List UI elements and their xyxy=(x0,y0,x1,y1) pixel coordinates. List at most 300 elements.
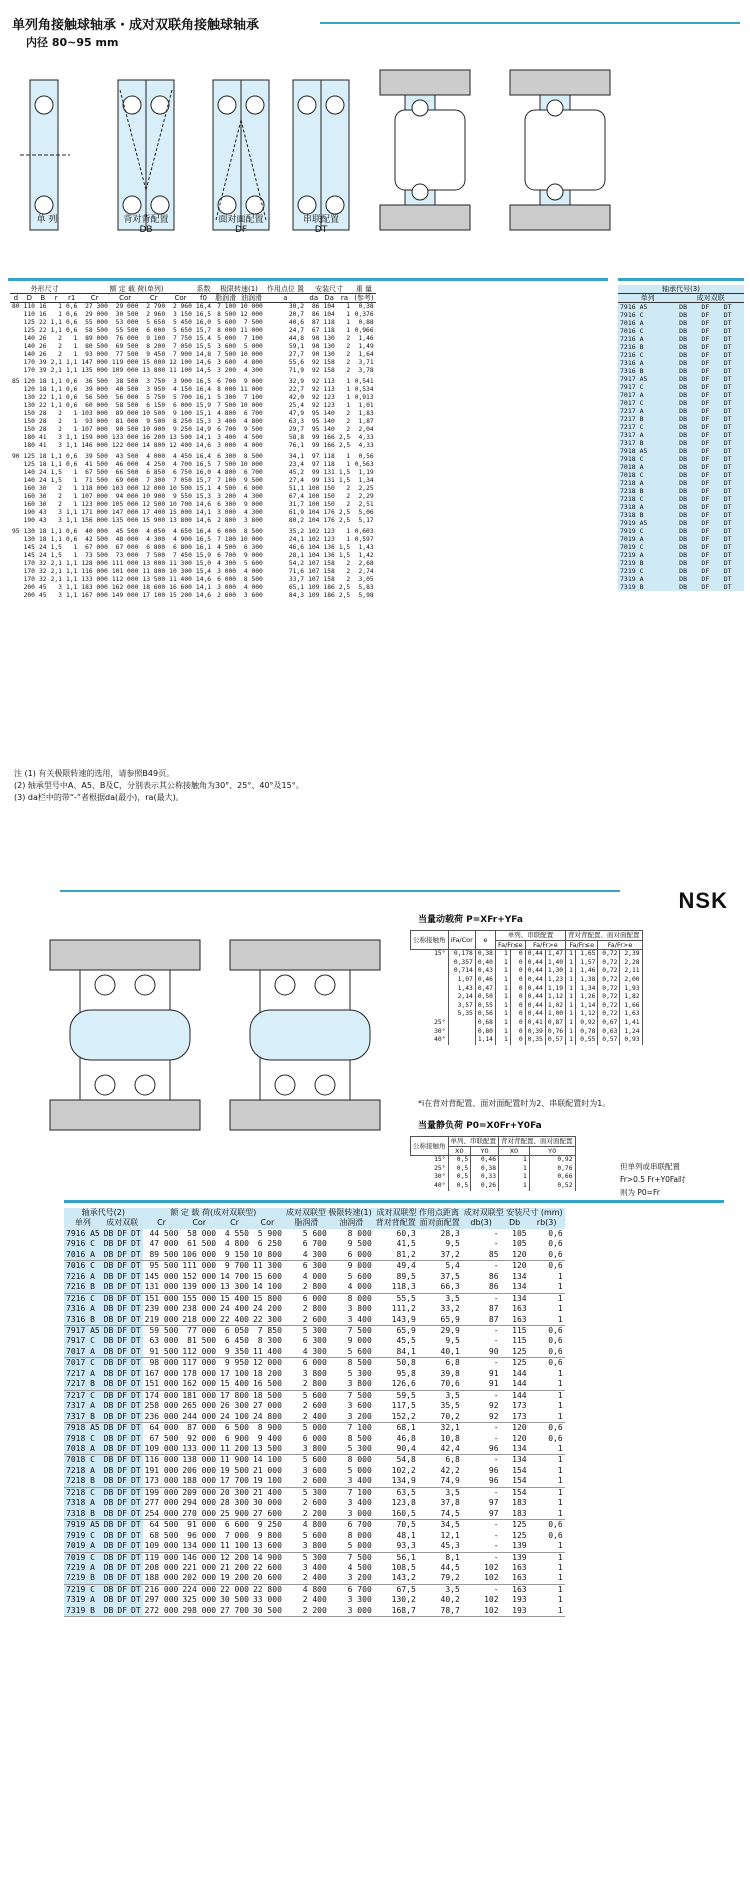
cell: 2 xyxy=(58,410,62,417)
cell: 14,1 xyxy=(195,509,212,516)
cell: 131 xyxy=(323,477,335,484)
cell: 7217 C xyxy=(620,423,644,431)
cell: 32,9 xyxy=(288,378,305,385)
table-row xyxy=(64,1390,565,1401)
cell: DF xyxy=(701,303,710,311)
dynamic-row xyxy=(411,1028,643,1037)
cell: 8 300 xyxy=(257,1336,282,1346)
cell: 236 000 xyxy=(144,1411,179,1421)
cell: 0,603 xyxy=(354,528,374,535)
cell: DF xyxy=(701,447,710,455)
cell: 3 xyxy=(58,509,62,516)
cell: 15,9 xyxy=(195,402,212,409)
table-row xyxy=(64,1336,565,1346)
cell: 90 500 xyxy=(115,426,139,433)
cell: 5 000 xyxy=(217,335,237,342)
cell: DT xyxy=(723,559,732,567)
cell: 86 xyxy=(488,1271,499,1281)
cell: 95 xyxy=(311,426,320,433)
cell: 20,7 xyxy=(288,311,305,318)
table-row xyxy=(64,1358,565,1369)
cell: 7017 A xyxy=(64,1347,102,1358)
cell: 63,5 xyxy=(396,1487,416,1497)
cell: 6 300 xyxy=(302,1261,327,1271)
cell: 1,5 xyxy=(338,469,351,476)
cell: 0,6 xyxy=(548,1239,563,1249)
cell: 238 000 xyxy=(182,1304,217,1314)
cell: 130 xyxy=(323,335,335,342)
cell: 4 800 xyxy=(217,410,237,417)
cell: DF xyxy=(701,511,710,519)
designation-row xyxy=(618,559,744,567)
cell: 170 xyxy=(23,367,35,374)
cell: 0,26 xyxy=(471,1182,499,1191)
cell xyxy=(411,985,449,994)
cell: 130 xyxy=(323,343,335,350)
table-row xyxy=(64,1412,565,1423)
cell: 1 xyxy=(499,1165,530,1174)
cell: 1 xyxy=(529,1315,565,1326)
cell: 10 700 xyxy=(169,501,192,508)
cell: 9 150 xyxy=(218,1250,251,1261)
cell: DF xyxy=(117,1314,127,1324)
cell: 166 xyxy=(323,434,335,441)
cell: DB xyxy=(679,487,687,495)
cell: 14,6 xyxy=(195,501,212,508)
cell: 3,57 xyxy=(448,1002,475,1011)
cell: DT xyxy=(723,487,732,495)
cell: 144 xyxy=(512,1368,527,1378)
cell: 1,02 xyxy=(545,1002,565,1011)
cell: 4 550 xyxy=(224,1228,249,1238)
cell: 48,1 xyxy=(396,1530,416,1540)
cell: 0,6 xyxy=(65,327,78,334)
cell: 0,541 xyxy=(354,378,374,385)
cell: 7918 A5 xyxy=(66,1423,100,1433)
cell: 7219 C xyxy=(64,1584,102,1595)
cell: 100 xyxy=(308,493,320,500)
cell: 1 xyxy=(73,335,78,342)
cell: 0,357 xyxy=(448,959,475,968)
cell: 97 xyxy=(488,1498,499,1508)
designation-row xyxy=(618,311,744,319)
cell: DB xyxy=(679,311,687,319)
cell: 2 200 xyxy=(284,1606,329,1617)
cell: 91 500 xyxy=(143,1347,181,1358)
cell: 27,7 xyxy=(288,351,305,358)
cell: 28 xyxy=(38,426,47,433)
cell: 25 900 xyxy=(220,1508,249,1518)
table-row xyxy=(64,1563,565,1573)
cell: 7217 B xyxy=(64,1379,102,1390)
cell: 0 xyxy=(510,950,525,959)
cell: 1,1 xyxy=(65,359,78,366)
cell: 298 000 xyxy=(182,1605,217,1615)
cell: 0,966 xyxy=(354,327,374,334)
cell: 2 600 xyxy=(302,1401,327,1411)
cell: 7318 A xyxy=(620,503,644,511)
cell: 123 xyxy=(323,536,335,543)
cell: 7 100 xyxy=(243,394,263,401)
cell: DT xyxy=(131,1423,141,1433)
cell xyxy=(10,319,22,327)
cell: 104 xyxy=(323,303,335,310)
cell: 3 800 xyxy=(284,1444,329,1455)
cell: 1,64 xyxy=(358,351,374,358)
cell: DF xyxy=(701,367,710,375)
cell: DT xyxy=(723,351,732,359)
cell: 133 000 xyxy=(182,1443,217,1453)
cell: 10 900 xyxy=(142,426,166,433)
cell: 134 xyxy=(501,1282,529,1293)
cell: 1,19 xyxy=(358,469,374,476)
designation-row xyxy=(618,551,744,559)
cell: 65,9 xyxy=(396,1325,416,1335)
cell: 25,4 xyxy=(288,402,305,409)
cell: 5 000 xyxy=(243,343,263,350)
cell: 9 500 xyxy=(146,418,166,425)
cell: 44 500 xyxy=(149,1228,179,1238)
cell: 144 xyxy=(512,1390,527,1400)
cell: 180 xyxy=(23,434,35,441)
cell: 92 xyxy=(311,359,320,366)
cell: 24 xyxy=(38,477,47,484)
cell: 4 500 xyxy=(243,434,263,441)
cell: 134 000 xyxy=(182,1541,217,1551)
cell: 11 800 xyxy=(142,568,166,575)
cell: 33,7 xyxy=(288,576,305,583)
cell: 74,5 xyxy=(418,1509,462,1520)
cell: 0 xyxy=(510,1002,525,1011)
cell: 7217 A xyxy=(64,1369,102,1379)
cell: 21 000 xyxy=(252,1465,282,1475)
cell: 176 xyxy=(323,509,335,516)
cell: 3,5 xyxy=(445,1584,460,1594)
table-row xyxy=(64,1315,565,1326)
table-row xyxy=(64,1455,565,1466)
cell: 86 xyxy=(311,311,320,318)
cell: 15,3 xyxy=(195,418,212,425)
cell: 146 000 xyxy=(182,1552,217,1562)
cell: 97 xyxy=(311,461,320,468)
cell: DB xyxy=(679,383,687,391)
cell xyxy=(10,477,22,485)
cell: DT xyxy=(131,1433,141,1443)
cell: 47 000 xyxy=(149,1239,179,1249)
cell: 1 xyxy=(346,378,351,385)
table-row xyxy=(10,568,376,576)
cell: 15,4 xyxy=(195,335,212,342)
cell: 10 500 xyxy=(169,485,192,492)
cell: - xyxy=(493,1487,499,1497)
cell: 3 950 xyxy=(146,386,166,393)
cell: 29,9 xyxy=(440,1325,460,1335)
cell: DF xyxy=(117,1465,127,1475)
cell: 224 000 xyxy=(182,1584,217,1594)
cell: 2,29 xyxy=(358,493,374,500)
cell: 15,3 xyxy=(195,493,212,500)
cell: 27 600 xyxy=(252,1508,282,1518)
cell: DT xyxy=(723,423,732,431)
table-row xyxy=(64,1520,565,1531)
cell: 64 000 xyxy=(149,1423,179,1433)
cell: 7216 C xyxy=(620,351,644,359)
cell: 15 400 xyxy=(220,1293,249,1303)
cell xyxy=(10,552,22,560)
static-row xyxy=(411,1173,576,1182)
cell: 140 xyxy=(23,343,35,350)
cell: 7318 B xyxy=(620,511,644,519)
cell: 99 xyxy=(311,434,320,441)
designation-row xyxy=(618,415,744,423)
cell: 6 150 xyxy=(146,402,166,409)
cell: DF xyxy=(117,1271,127,1281)
cell: 7019 A xyxy=(64,1541,102,1552)
page-subtitle: 内径 80~95 mm xyxy=(26,36,119,49)
cell: 7 900 xyxy=(172,351,192,358)
cell: 98 000 xyxy=(149,1358,179,1368)
cell: 102 xyxy=(462,1573,501,1584)
dynamic-row xyxy=(411,1002,643,1011)
cell: 0,44 xyxy=(525,985,545,994)
cell: 0,72 xyxy=(598,976,620,985)
table-row xyxy=(10,576,376,584)
cell: 6 800 xyxy=(146,544,166,551)
cell: 14 100 xyxy=(252,1282,282,1292)
cell: 24 200 xyxy=(252,1304,282,1314)
cell: 68 500 xyxy=(149,1530,179,1540)
cell: 265 000 xyxy=(182,1401,217,1411)
designation-row xyxy=(618,399,744,407)
cell: 0,714 xyxy=(448,967,475,976)
cell: 67 xyxy=(311,327,320,334)
cell: 140 xyxy=(323,410,335,417)
cell: 140 xyxy=(323,426,335,433)
cell: DT xyxy=(723,391,732,399)
desig-top-rule xyxy=(618,278,744,281)
cell: - xyxy=(462,1541,501,1552)
cell: DT xyxy=(131,1552,141,1562)
cell: 2 xyxy=(346,501,351,508)
cell: DT xyxy=(131,1573,141,1583)
cell: 94 000 xyxy=(115,493,139,500)
cell: 6 700 xyxy=(243,410,263,417)
cell: 1,65 xyxy=(575,950,598,959)
cell: 151 000 xyxy=(144,1293,179,1303)
cell: 37,8 xyxy=(440,1498,460,1508)
cell: 7 500 xyxy=(146,552,166,559)
cell: 7219 A xyxy=(64,1563,102,1573)
cell: 102 xyxy=(484,1562,499,1572)
table-row xyxy=(64,1250,565,1261)
cell: 1,83 xyxy=(358,410,374,417)
designation-row xyxy=(618,495,744,503)
cell: DB xyxy=(679,519,687,527)
cell: 14,1 xyxy=(195,434,212,441)
cell: 17 800 xyxy=(220,1390,249,1400)
cell: 73 500 xyxy=(85,552,108,559)
cell: 0,597 xyxy=(354,536,374,543)
cell: 112 000 xyxy=(111,576,139,583)
cell: 11 300 xyxy=(252,1261,282,1271)
cell: DT xyxy=(723,407,732,415)
cell: 2,25 xyxy=(358,485,374,492)
cell: 193 xyxy=(501,1606,529,1617)
cell: - xyxy=(493,1358,499,1368)
cell: 16 xyxy=(38,311,47,318)
cell: 15,7 xyxy=(195,477,212,484)
cell: 145 xyxy=(23,552,35,559)
cell: 17 100 xyxy=(142,592,166,599)
cell: 86 xyxy=(311,303,320,310)
cell: 22 xyxy=(38,327,47,334)
cell: DB xyxy=(103,1282,114,1292)
designation-row xyxy=(618,351,744,359)
cell: 1 xyxy=(566,1002,576,1011)
cell: 1,1 xyxy=(50,327,62,334)
cell: 66 500 xyxy=(115,469,139,476)
cell: 7316 A xyxy=(620,359,644,367)
cell: DT xyxy=(723,375,732,383)
cell: 7919 C xyxy=(620,527,644,535)
cell: 133 000 xyxy=(81,576,108,583)
cell: 3,78 xyxy=(358,367,374,374)
cell: 7219 A xyxy=(620,551,644,559)
cell: 7219 B xyxy=(64,1573,102,1584)
cell: DF xyxy=(117,1249,127,1259)
cell: 0,6 xyxy=(65,394,78,401)
cell: 1,43 xyxy=(448,985,475,994)
cell: 26 300 xyxy=(220,1401,249,1411)
page-1 xyxy=(0,0,750,860)
cell: 3 600 xyxy=(217,343,237,350)
cell: 3 200 xyxy=(329,1412,374,1423)
cell: 5 300 xyxy=(302,1552,327,1562)
cell: 9 250 xyxy=(257,1520,282,1530)
cell: 156 000 xyxy=(81,517,108,524)
cell: 7218 C xyxy=(64,1487,102,1498)
cell: 4 300 xyxy=(243,509,263,516)
cell: 7 300 xyxy=(146,477,166,484)
table-row xyxy=(10,434,376,442)
cell: 0,33 xyxy=(471,1173,499,1182)
cell: 5 600 xyxy=(302,1390,327,1400)
cell: 1,1 xyxy=(50,319,62,326)
cell: 81 500 xyxy=(187,1336,217,1346)
designation-row xyxy=(618,527,744,535)
cell: 93,3 xyxy=(374,1541,418,1552)
cell: DF xyxy=(701,559,710,567)
cell: 67,5 xyxy=(396,1584,416,1594)
cell: 7 100 xyxy=(217,477,237,484)
cell: 8 200 xyxy=(146,343,166,350)
cell: 87 xyxy=(488,1304,499,1314)
cell: DT xyxy=(723,431,732,439)
cell: 15 200 xyxy=(169,592,192,599)
table-row xyxy=(10,367,376,378)
cell: 24 xyxy=(38,552,47,559)
cell: 5 300 xyxy=(217,394,237,401)
cell: DF xyxy=(117,1401,127,1411)
cell: 2 xyxy=(346,359,351,366)
cell: 4 500 xyxy=(347,1562,372,1572)
cell: DF xyxy=(117,1379,127,1389)
cell: 1,38 xyxy=(575,976,598,985)
cell: 92 xyxy=(311,367,320,374)
cell: 1 xyxy=(557,1401,563,1411)
cell: 2 xyxy=(346,343,351,350)
cell: 32 xyxy=(38,560,47,567)
cell: 1,46 xyxy=(358,335,374,342)
cell: 45 xyxy=(38,592,47,599)
cell: 0,6 xyxy=(548,1520,563,1530)
cell: 7018 C xyxy=(620,471,644,479)
cell: 1,82 xyxy=(620,993,642,1002)
cell: 297 000 xyxy=(144,1595,179,1605)
cell: 8 500 xyxy=(347,1433,372,1443)
dynamic-row xyxy=(411,993,643,1002)
cell: 11 200 xyxy=(220,1443,249,1453)
table-row xyxy=(64,1239,565,1249)
cell: 2 xyxy=(346,351,351,358)
cell: 102 xyxy=(308,528,320,535)
cell: 0,41 xyxy=(525,1019,545,1028)
cell: 130 xyxy=(23,402,35,409)
cell: 0,92 xyxy=(575,1019,598,1028)
cell: 7 500 xyxy=(217,351,237,358)
cell: 7317 A xyxy=(64,1401,102,1411)
cell: 5 600 xyxy=(302,1228,327,1238)
cell: 1 xyxy=(346,402,351,409)
cell: 4 700 xyxy=(172,461,192,468)
cell: 7918 C xyxy=(620,455,644,463)
cell: 158 xyxy=(323,576,335,583)
cell: 7918 C xyxy=(64,1434,102,1444)
cell: DB xyxy=(679,415,687,423)
cell: DB xyxy=(103,1476,114,1486)
cell: 22 400 xyxy=(220,1314,249,1324)
cell: 128 000 xyxy=(81,560,108,567)
table-row xyxy=(10,493,376,501)
cell: 11 300 xyxy=(169,560,192,567)
cell: 74,9 xyxy=(418,1476,462,1487)
cell xyxy=(10,394,22,402)
cell: 26 xyxy=(38,351,47,358)
cell: 209 000 xyxy=(182,1487,217,1497)
cell: 6 000 xyxy=(146,327,166,334)
cell: 7319 B xyxy=(620,583,644,591)
cell: 7018 A xyxy=(620,463,644,471)
cell: 1,5 xyxy=(338,552,351,559)
cell: DT xyxy=(131,1498,141,1508)
cell: DF xyxy=(117,1282,127,1292)
cell: 159 000 xyxy=(81,434,108,441)
cell: 3 000 xyxy=(217,584,237,591)
cell: 3 200 xyxy=(217,367,237,374)
table-row xyxy=(10,536,376,544)
cell: 31,7 xyxy=(288,501,305,508)
cell: 27 000 xyxy=(252,1401,282,1411)
cell: 3 400 xyxy=(217,434,237,441)
cell: 2 600 xyxy=(217,592,237,599)
cell: 40° xyxy=(411,1182,449,1191)
table-row xyxy=(10,351,376,359)
cell: DF xyxy=(701,463,710,471)
cell: 112 000 xyxy=(182,1346,217,1356)
cell: 1 xyxy=(566,985,576,994)
cell: DF xyxy=(117,1304,127,1314)
cell: 0,72 xyxy=(598,967,620,976)
